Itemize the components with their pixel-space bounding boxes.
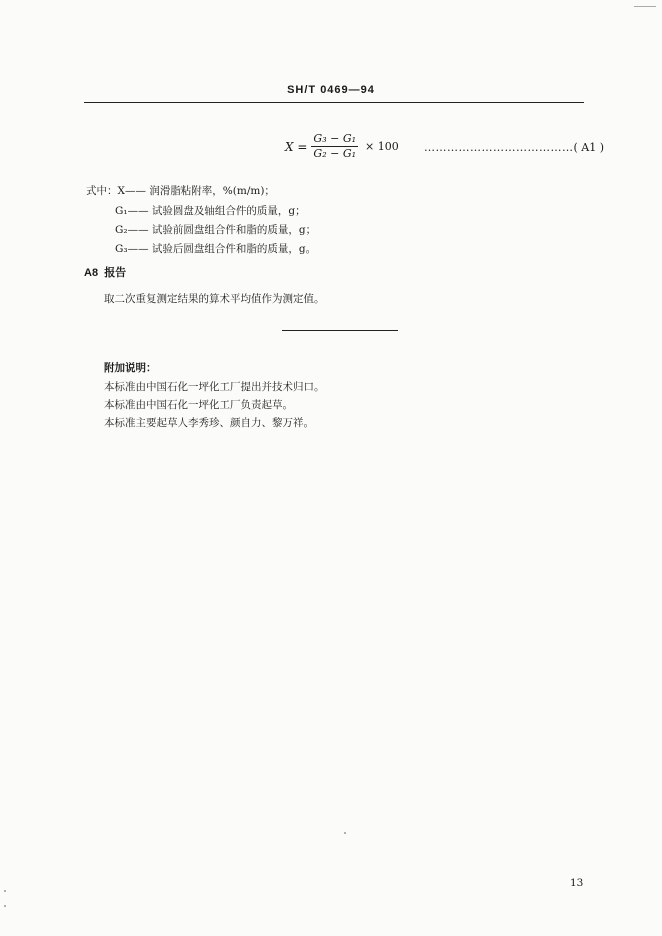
definition-line: G₁—— 试验圆盘及轴组合件的质量，g；	[115, 205, 306, 217]
scan-speck	[4, 905, 6, 907]
formula-A1	[285, 132, 399, 161]
scan-speck	[4, 890, 6, 892]
section-title: 报告	[104, 267, 127, 279]
formula-times: × 100	[365, 140, 399, 153]
section-end-rule	[282, 330, 398, 331]
scan-corner-mark	[634, 6, 656, 7]
formula-fraction	[311, 132, 358, 161]
note-line: 本标准由中国石化一坪化工厂负责起草。	[104, 399, 293, 411]
page-number: 13	[570, 877, 584, 889]
formula-lhs: X =	[285, 139, 308, 154]
formula-numerator: G₃ − G₁	[313, 132, 357, 145]
document-header-id: SH/T 0469—94	[287, 84, 375, 96]
equation-leader-dots: …………………………………	[424, 141, 574, 154]
header-rule	[84, 102, 584, 103]
note-line: 本标准由中国石化一坪化工厂提出并技术归口。	[104, 381, 325, 393]
report-paragraph: 取二次重复测定结果的算术平均值作为测定值。	[104, 293, 325, 305]
notes-title: 附加说明：	[104, 362, 157, 374]
note-line: 本标准主要起草人李秀珍、颜自力、黎万祥。	[104, 417, 314, 429]
definition-line: G₃—— 试验后圆盘组合件和脂的质量，g。	[115, 243, 317, 255]
equation-label: ( A1 )	[573, 141, 605, 154]
scan-speck	[344, 832, 346, 834]
definition-line: G₂—— 试验前圆盘组合件和脂的质量，g；	[115, 224, 317, 236]
equation-number	[424, 141, 604, 154]
definition-line: 式中：X—— 润滑脂粘附率，%(m/m)；	[86, 185, 275, 197]
formula-denominator: G₂ − G₁	[313, 147, 357, 160]
section-heading	[84, 264, 126, 280]
section-number: A8	[84, 267, 99, 279]
